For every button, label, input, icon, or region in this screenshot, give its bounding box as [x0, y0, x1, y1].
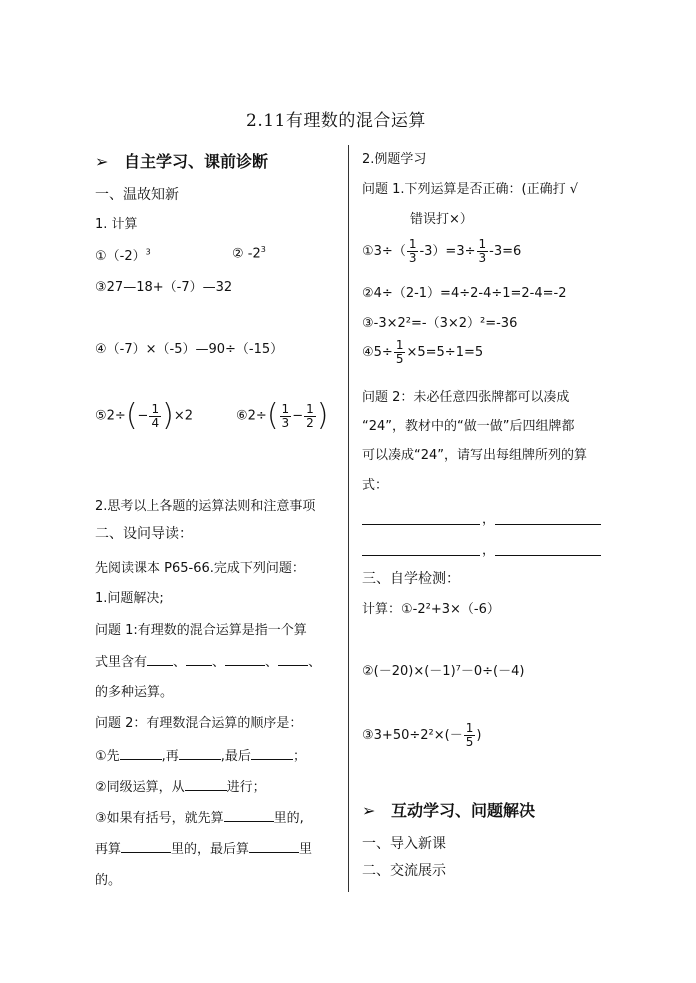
question-1-line-3: 的多种运算。: [95, 685, 174, 700]
question-2: 问题 2：有理数混合运算的顺序是：: [95, 716, 303, 731]
check-item-3: ③-3×2²=-（3×2）²=-36: [362, 316, 518, 331]
comma-2: ，: [482, 543, 496, 558]
calc-label: 1. 计算: [95, 217, 138, 232]
problem-solving-label: 1.问题解决;: [95, 591, 164, 606]
question-1-line-1: 问题 1:有理数的混合运算是指一个算: [95, 623, 307, 638]
problem-1-line-1: 问题 1.下列运算是否正确：(正确打 √: [362, 182, 579, 197]
check-item-2: ②4÷（2-1）=4÷2-4÷1=2-4=-2: [362, 286, 567, 301]
page-title: 2.11有理数的混合运算: [246, 111, 426, 131]
subsection-self-check: 三、自学检测：: [362, 571, 460, 587]
step-exchange: 二、交流展示: [362, 863, 446, 879]
self-check-1: 计算：①-2²+3×（-6）: [362, 602, 500, 617]
arrow-icon: ➢: [95, 152, 109, 171]
problem-2-line-1: 问题 2：未必任意四张牌都可以凑成: [362, 390, 570, 405]
comma-1: ，: [482, 512, 496, 527]
exercise-6: ⑥2÷( $\frac{1}{3}$ − $\frac{1}{2}$ ): [236, 398, 329, 433]
example-heading: 2.例题学习: [362, 152, 427, 167]
step-new-lesson: 一、导入新课: [362, 836, 446, 852]
exercise-3: ③27—18+（-7）—32: [95, 280, 233, 295]
exercise-1: $①(-2)^3$: [95, 247, 151, 264]
section-self-study: ➢ 自主学习、课前诊断: [95, 152, 268, 171]
subsection-review: 一、温故知新: [95, 187, 179, 203]
answer-blank-3[interactable]: [362, 555, 480, 556]
check-item-1: ①3÷（ $\frac{1}{3}$ -3）=3÷ $\frac{1}{3}$ -3=6: [362, 237, 522, 265]
exercise-4: ④（-7）×（-5）—90÷（-15）: [95, 342, 284, 357]
exercise-2: ② $-2^3$: [232, 245, 266, 262]
column-divider: [348, 145, 349, 892]
question-1-line-2: 式里含有 、 、 、 、: [95, 655, 322, 670]
answer-blank-2[interactable]: [495, 524, 601, 525]
section-interactive: ➢ 互动学习、问题解决: [362, 801, 535, 820]
problem-2-line-2: “24”，教材中的“做一做”后四组牌都: [362, 419, 575, 434]
subsection-guide: 二、设问导读：: [95, 526, 193, 542]
self-check-2: ②(－20)×(－1)⁷－0÷(－4): [362, 664, 525, 679]
question-2-step-2: ②同级运算，从 进行；: [95, 780, 266, 795]
problem-2-line-3: 可以凑成“24”，请写出每组牌所列的算: [362, 448, 588, 463]
question-2-step-4: 再算 里的，最后算 里: [95, 842, 313, 857]
exercise-5: ⑤2÷(− $\frac{1}{4}$ )×2: [95, 398, 193, 433]
problem-2-line-4: 式：: [362, 478, 389, 493]
self-check-3: ③3+50÷2²×(－ $\frac{1}{5}$ ): [362, 721, 482, 749]
question-2-step-5: 的。: [95, 873, 122, 888]
answer-blank-1[interactable]: [362, 524, 480, 525]
arrow-icon: ➢: [362, 801, 376, 820]
problem-1-line-2: 错误打×）: [410, 212, 473, 227]
answer-blank-4[interactable]: [495, 555, 601, 556]
think-prompt: 2.思考以上各题的运算法则和注意事项: [95, 499, 316, 514]
check-item-4: ④5÷ $\frac{1}{5}$ ×5=5÷1=5: [362, 338, 484, 366]
question-2-step-3: ③如果有括号，就先算 里的,: [95, 811, 304, 826]
question-2-step-1: ①先 ,再 ,最后 ；: [95, 749, 306, 764]
reading-instruction: 先阅读课本 P65-66.完成下列问题：: [95, 561, 305, 576]
